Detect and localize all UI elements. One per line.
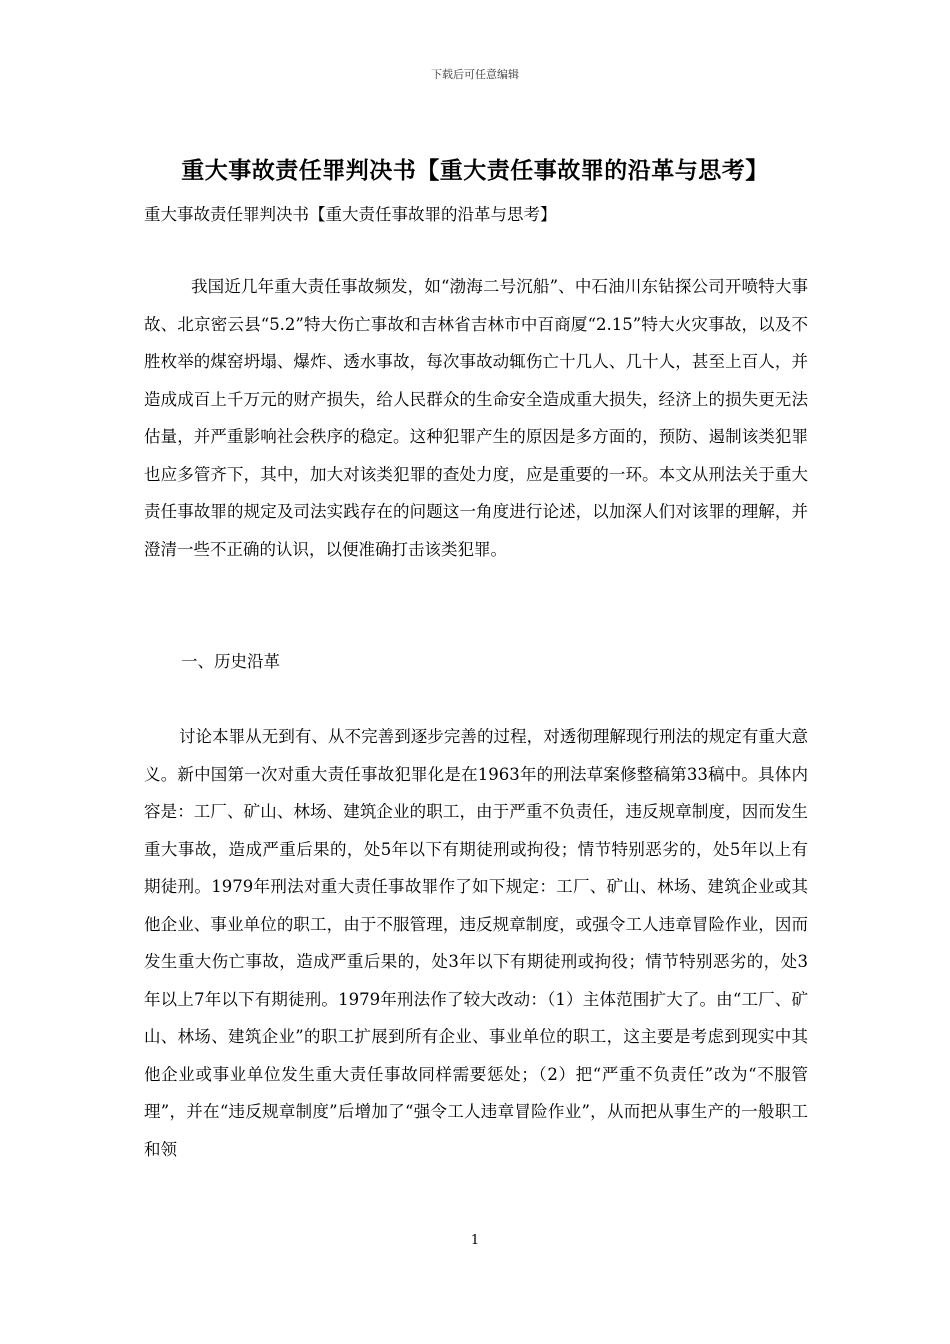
document-subtitle: 重大事故责任罪判决书【重大责任事故罪的沿革与思考】: [144, 205, 557, 224]
paragraph-history: 讨论本罪从无到有、从不完善到逐步完善的过程，对透彻理解现行刑法的规定有重大意义。新中国第一次对重大责任事故犯罪化是在1963年的刑法草案修整稿第33稿中。具体内容是：工厂、矿山、林场、建筑企业的职工，由于严重不负责任，违反规章制度，因而发生重大事故，造成严重后果的，处5年以下有期徒刑或拘役；情节特别恶劣的，处5年以上有期徒刑。1979年刑法对重大责任事故罪作了如下规定：工厂、矿山、林场、建筑企业或其他企业、事业单位的职工，由于不服管理，违反规章制度，或强令工人违章冒险作业，因而发生重大伤亡事故，造成严重后果的，处3年以下有期徒刑或拘役；情节特别恶劣的，处3年以上7年以下有期徒刑。1979年刑法作了较大改动：（1）主体范围扩大了。由“工厂、矿山、林场、建筑企业”的职工扩展到所有企业、事业单位的职工，这主要是考虑到现实中其他企业或事业单位发生重大责任事故同样需要惩处；（2）把“严重不负责任”改为“不服管理”，并在“违反规章制度”后增加了“强令工人违章冒险作业”，从而把从事生产的一般职工和领: [144, 727, 808, 1159]
document-title: 重大事故责任罪判决书【重大责任事故罪的沿革与思考】: [181, 157, 769, 184]
page-number: 1: [470, 1233, 480, 1248]
page-header-note: 下载后可任意编辑: [431, 68, 519, 81]
section-heading-history: 一、历史沿革: [181, 652, 280, 671]
paragraph-intro: 我国近几年重大责任事故频发，如“渤海二号沉船”、中石油川东钻探公司开喷特大事故、北京密云县“5.2”特大伤亡事故和吉林省吉林市中百商厦“2.15”特大火灾事故，以及不胜枚举的煤窑坍塌、爆炸、透水事故，每次事故动辄伤亡十几人、几十人，甚至上百人，并造成成百上千万元的财产损失，给人民群众的生命安全造成重大损失，经济上的损失更无法估量，并严重影响社会秩序的稳定。这种犯罪产生的原因是多方面的，预防、遏制该类犯罪也应多管齐下，其中，加大对该类犯罪的查处力度，应是重要的一环。本文从刑法关于重大责任事故罪的规定及司法实践存在的问题这一角度进行论述，以加深人们对该罪的理解，并澄清一些不正确的认识，以便准确打击该类犯罪。: [144, 277, 808, 559]
